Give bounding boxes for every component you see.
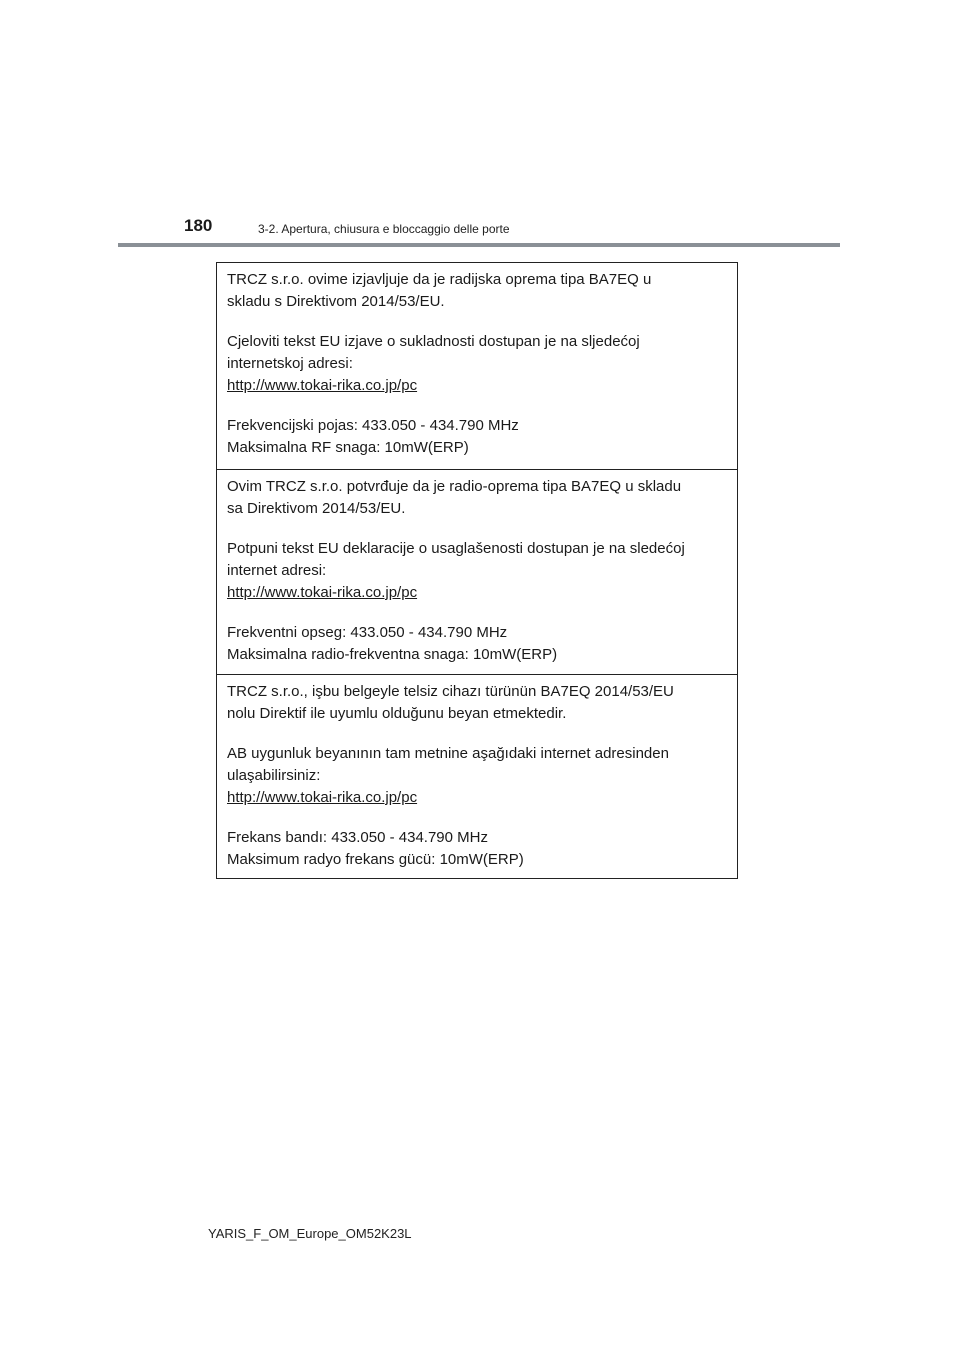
declaration-availability bbox=[227, 538, 727, 604]
declaration-availability bbox=[227, 331, 727, 397]
declaration-statement bbox=[227, 476, 727, 520]
text-line: Maksimum radyo frekans gücü: 10mW(ERP) bbox=[227, 851, 524, 868]
text-line: internetskoj adresi: bbox=[227, 355, 353, 372]
text-line: Ovim TRCZ s.r.o. potvrđuje da je radio-oprema tipa BA7EQ u skladu bbox=[227, 478, 682, 495]
declaration-link[interactable]: http://www.tokai-rika.co.jp/pc bbox=[227, 789, 418, 806]
section-title: 3-2. Apertura, chiusura e bloccaggio delle porte bbox=[258, 222, 510, 236]
text-line: TRCZ s.r.o., işbu belgeyle telsiz cihazı türünün BA7EQ 2014/53/EU bbox=[227, 683, 674, 700]
frequency-specs bbox=[227, 415, 727, 459]
page-number: 180 bbox=[184, 216, 213, 235]
declaration-statement bbox=[227, 269, 727, 313]
frequency-specs bbox=[227, 622, 727, 666]
text-line: Cjeloviti tekst EU izjave o sukladnosti dostupan je na sljedećoj bbox=[227, 333, 640, 350]
text-line: ulaşabilirsiniz: bbox=[227, 767, 321, 784]
text-line: AB uygunluk beyanının tam metnine aşağıdaki internet adresinden bbox=[227, 745, 669, 762]
text-line: Potpuni tekst EU deklaracije o usaglašenosti dostupan je na sledećoj bbox=[227, 540, 685, 557]
declaration-block-croatian bbox=[217, 263, 737, 469]
text-line: Maksimalna radio-frekventna snaga: 10mW(ERP) bbox=[227, 646, 558, 663]
header-rule bbox=[118, 243, 840, 247]
declaration-statement bbox=[227, 681, 727, 725]
text-line: TRCZ s.r.o. ovime izjavljuje da je radijska oprema tipa BA7EQ u bbox=[227, 271, 652, 288]
text-line: Frekans bandı: 433.050 - 434.790 MHz bbox=[227, 829, 488, 846]
text-line: Frekvencijski pojas: 433.050 - 434.790 MHz bbox=[227, 417, 519, 434]
declaration-availability bbox=[227, 743, 727, 809]
text-line: Frekventni opseg: 433.050 - 434.790 MHz bbox=[227, 624, 508, 641]
text-line: internet adresi: bbox=[227, 562, 327, 579]
declaration-link[interactable]: http://www.tokai-rika.co.jp/pc bbox=[227, 584, 418, 601]
declaration-block-turkish bbox=[217, 674, 737, 878]
frequency-specs bbox=[227, 827, 727, 871]
declaration-block-serbian bbox=[217, 469, 737, 674]
declaration-link[interactable]: http://www.tokai-rika.co.jp/pc bbox=[227, 377, 418, 394]
compliance-notice-box bbox=[216, 262, 738, 879]
text-line: nolu Direktif ile uyumlu olduğunu beyan etmektedir. bbox=[227, 705, 567, 722]
text-line: sa Direktivom 2014/53/EU. bbox=[227, 500, 406, 517]
footer-doc-code: YARIS_F_OM_Europe_OM52K23L bbox=[208, 1226, 412, 1241]
text-line: Maksimalna RF snaga: 10mW(ERP) bbox=[227, 439, 469, 456]
text-line: skladu s Direktivom 2014/53/EU. bbox=[227, 293, 445, 310]
